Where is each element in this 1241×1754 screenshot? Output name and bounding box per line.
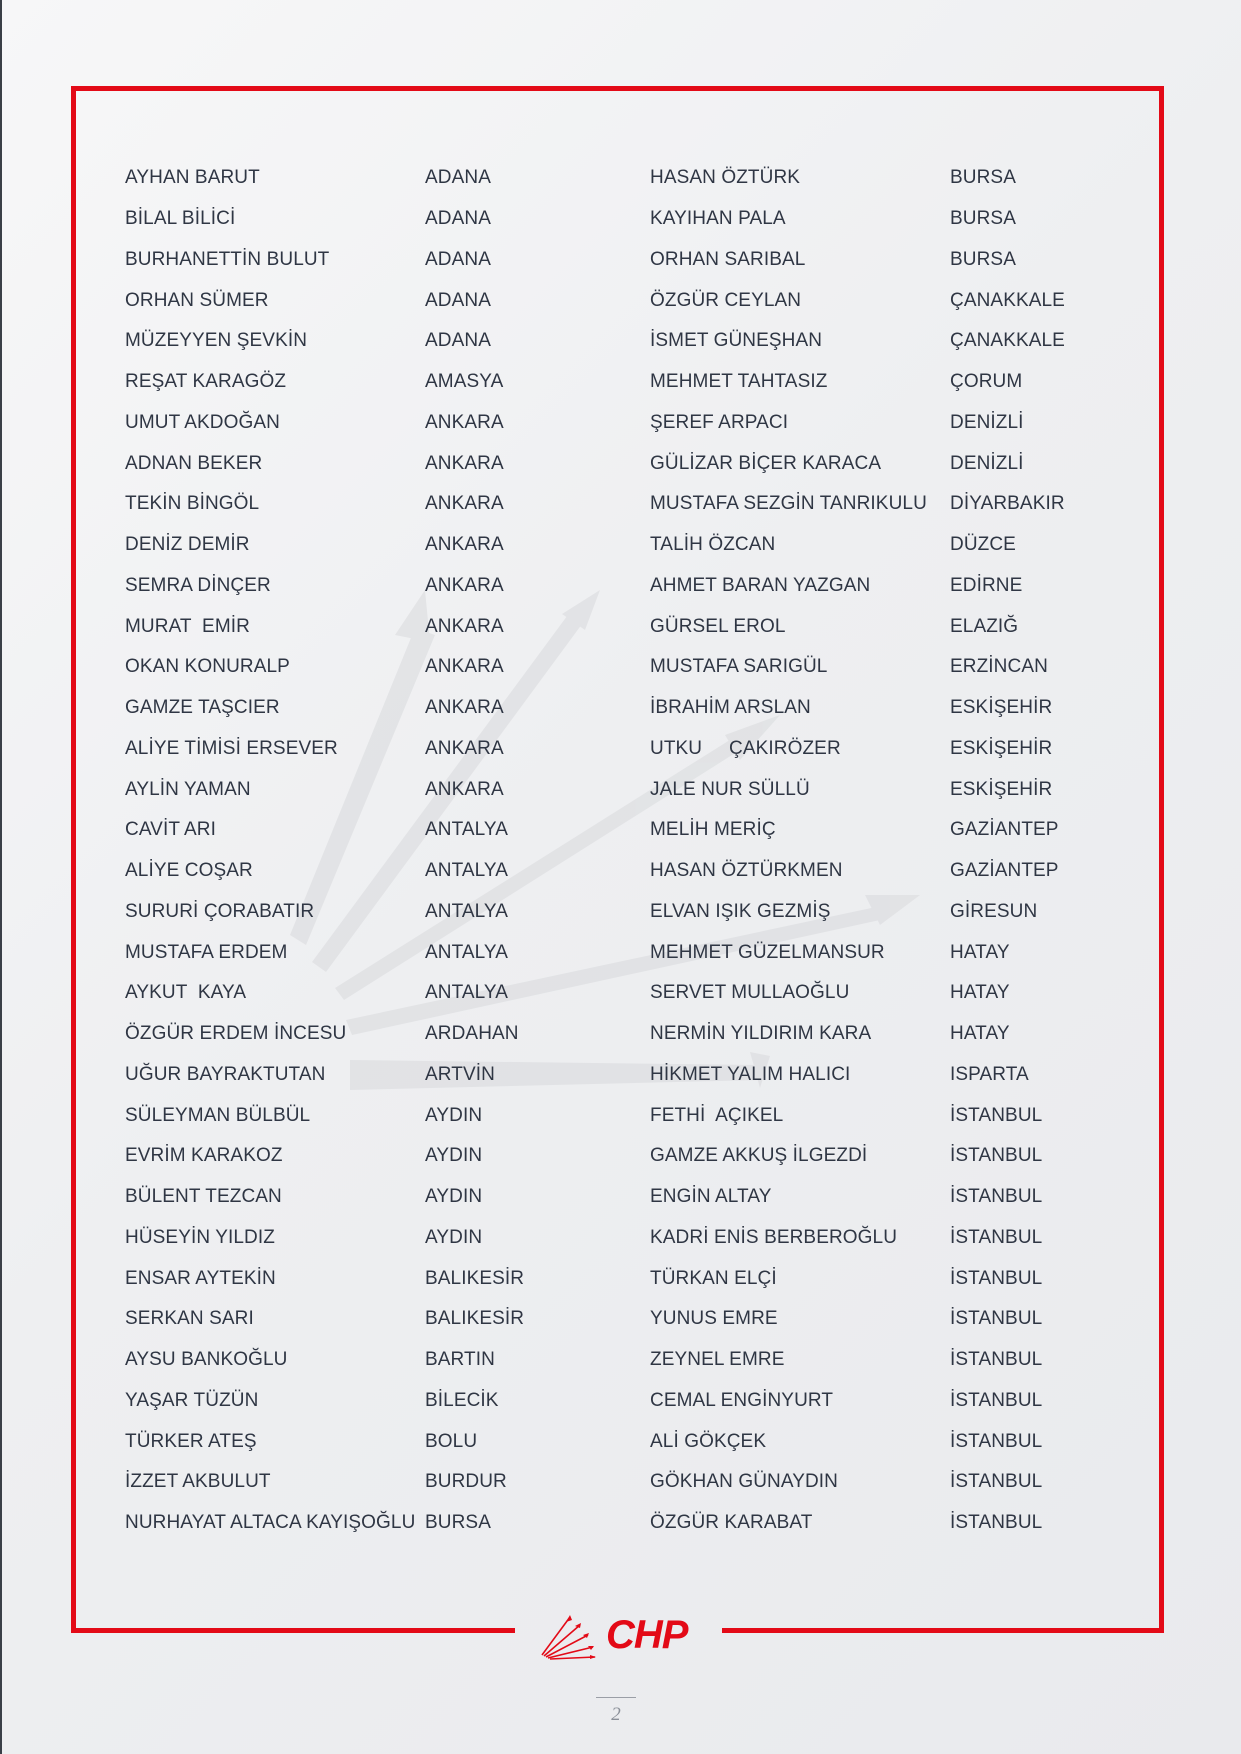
province-left: ADANA <box>425 248 491 270</box>
deputy-name-left: GAMZE TAŞCIER <box>125 697 280 719</box>
province-right: İSTANBUL <box>950 1186 1043 1208</box>
province-left: BALIKESİR <box>425 1308 525 1330</box>
province-right: ESKİŞEHİR <box>950 697 1053 719</box>
province-right: DENİZLİ <box>950 452 1024 474</box>
province-left: ANKARA <box>425 452 504 474</box>
deputy-name-right: MEHMET TAHTASIZ <box>650 371 828 393</box>
province-right: İSTANBUL <box>950 1308 1043 1330</box>
deputy-name-left: MURAT EMİR <box>125 615 250 637</box>
deputy-name-right: ÖZGÜR KARABAT <box>650 1512 813 1534</box>
province-left: ARDAHAN <box>425 1023 519 1045</box>
deputy-name-right: ELVAN IŞIK GEZMİŞ <box>650 900 831 922</box>
province-right: İSTANBUL <box>950 1389 1043 1411</box>
deputy-name-left: ADNAN BEKER <box>125 452 263 474</box>
deputy-name-right: MELİH MERİÇ <box>650 819 776 841</box>
deputy-name-right: HİKMET YALIM HALICI <box>650 1063 851 1085</box>
deputy-name-right: ORHAN SARIBAL <box>650 248 806 270</box>
deputy-name-left: AYHAN BARUT <box>125 167 260 189</box>
province-left: ADANA <box>425 289 491 311</box>
deputy-name-left: TEKİN BİNGÖL <box>125 493 260 515</box>
deputy-name-right: HASAN ÖZTÜRKMEN <box>650 860 843 882</box>
deputy-name-right: ALİ GÖKÇEK <box>650 1430 767 1452</box>
province-right: DÜZCE <box>950 534 1016 556</box>
deputy-name-left: CAVİT ARI <box>125 819 217 841</box>
deputy-name-left: EVRİM KARAKOZ <box>125 1145 283 1167</box>
deputy-name-right: FETHİ AÇIKEL <box>650 1104 784 1126</box>
province-right: HATAY <box>950 941 1010 963</box>
province-left: ANKARA <box>425 615 504 637</box>
province-right: İSTANBUL <box>950 1104 1043 1126</box>
deputy-name-right: MUSTAFA SARIGÜL <box>650 656 828 678</box>
deputy-name-left: SÜLEYMAN BÜLBÜL <box>125 1104 311 1126</box>
deputy-name-left: BÜLENT TEZCAN <box>125 1186 282 1208</box>
province-left: ANKARA <box>425 656 504 678</box>
province-right: DENİZLİ <box>950 411 1024 433</box>
province-left: BARTIN <box>425 1349 495 1371</box>
province-left: ANTALYA <box>425 982 509 1004</box>
deputy-name-left: ALİYE TİMİSİ ERSEVER <box>125 737 338 759</box>
page-number: 2 <box>611 1704 621 1725</box>
deputy-name-right: MEHMET GÜZELMANSUR <box>650 941 885 963</box>
province-right: GİRESUN <box>950 900 1038 922</box>
deputy-name-left: MUSTAFA ERDEM <box>125 941 288 963</box>
deputy-name-left: İZZET AKBULUT <box>125 1471 271 1493</box>
deputy-name-left: SERKAN SARI <box>125 1308 254 1330</box>
province-left: ANKARA <box>425 493 504 515</box>
province-left: ANKARA <box>425 574 504 596</box>
province-left: ADANA <box>425 330 491 352</box>
province-left: ANKARA <box>425 778 504 800</box>
page-number-rule <box>596 1697 636 1698</box>
deputy-name-right: TALİH ÖZCAN <box>650 534 776 556</box>
deputy-name-left: AYLİN YAMAN <box>125 778 251 800</box>
deputy-name-right: ENGİN ALTAY <box>650 1186 772 1208</box>
province-right: İSTANBUL <box>950 1267 1043 1289</box>
province-right: ESKİŞEHİR <box>950 778 1053 800</box>
deputy-name-left: NURHAYAT ALTACA KAYIŞOĞLU <box>125 1512 416 1534</box>
deputy-name-right: JALE NUR SÜLLÜ <box>650 778 810 800</box>
deputy-name-right: ÖZGÜR CEYLAN <box>650 289 802 311</box>
province-left: ANTALYA <box>425 941 509 963</box>
deputy-name-right: TÜRKAN ELÇİ <box>650 1267 777 1289</box>
deputy-name-right: SERVET MULLAOĞLU <box>650 982 850 1004</box>
province-left: ADANA <box>425 167 491 189</box>
province-left: BALIKESİR <box>425 1267 525 1289</box>
deputy-name-left: ÖZGÜR ERDEM İNCESU <box>125 1023 347 1045</box>
province-left: BİLECİK <box>425 1389 499 1411</box>
page-edge <box>0 0 2 1754</box>
deputy-name-right: NERMİN YILDIRIM KARA <box>650 1023 872 1045</box>
province-left: AYDIN <box>425 1186 483 1208</box>
deputy-name-right: AHMET BARAN YAZGAN <box>650 574 871 596</box>
deputy-name-right: ŞEREF ARPACI <box>650 411 789 433</box>
province-right: İSTANBUL <box>950 1512 1043 1534</box>
deputy-name-right: KAYIHAN PALA <box>650 208 786 230</box>
deputy-name-left: YAŞAR TÜZÜN <box>125 1389 259 1411</box>
deputy-name-right: GÜLİZAR BİÇER KARACA <box>650 452 882 474</box>
deputy-name-right: İSMET GÜNEŞHAN <box>650 330 823 352</box>
province-right: GAZİANTEP <box>950 819 1059 841</box>
province-right: DİYARBAKIR <box>950 493 1065 515</box>
deputy-name-left: DENİZ DEMİR <box>125 534 250 556</box>
province-left: AMASYA <box>425 371 504 393</box>
province-left: AYDIN <box>425 1226 483 1248</box>
deputy-name-left: MÜZEYYEN ŞEVKİN <box>125 330 308 352</box>
province-right: HATAY <box>950 982 1010 1004</box>
province-right: İSTANBUL <box>950 1349 1043 1371</box>
province-right: İSTANBUL <box>950 1226 1043 1248</box>
province-right: ELAZIĞ <box>950 615 1019 637</box>
deputy-name-right: GAMZE AKKUŞ İLGEZDİ <box>650 1145 868 1167</box>
province-left: ANTALYA <box>425 900 509 922</box>
province-right: ÇANAKKALE <box>950 330 1065 352</box>
deputy-name-right: İBRAHİM ARSLAN <box>650 697 811 719</box>
province-right: ERZİNCAN <box>950 656 1048 678</box>
deputy-name-left: ENSAR AYTEKİN <box>125 1267 276 1289</box>
province-left: ANKARA <box>425 697 504 719</box>
deputy-name-left: REŞAT KARAGÖZ <box>125 371 287 393</box>
frame-bottom-line-right <box>722 1628 1164 1633</box>
deputy-name-right: HASAN ÖZTÜRK <box>650 167 801 189</box>
deputy-name-left: OKAN KONURALP <box>125 656 290 678</box>
deputy-name-right: KADRİ ENİS BERBEROĞLU <box>650 1226 898 1248</box>
province-right: ÇORUM <box>950 371 1023 393</box>
province-left: ANKARA <box>425 534 504 556</box>
deputy-name-left: SEMRA DİNÇER <box>125 574 271 596</box>
deputy-name-left: BURHANETTİN BULUT <box>125 248 330 270</box>
province-left: ARTVİN <box>425 1063 495 1085</box>
deputy-name-left: UMUT AKDOĞAN <box>125 411 280 433</box>
province-left: ANKARA <box>425 411 504 433</box>
province-left: AYDIN <box>425 1145 483 1167</box>
deputy-name-left: ORHAN SÜMER <box>125 289 269 311</box>
deputy-name-left: AYKUT KAYA <box>125 982 247 1004</box>
province-left: ANTALYA <box>425 860 509 882</box>
province-right: GAZİANTEP <box>950 860 1059 882</box>
province-left: BURSA <box>425 1512 491 1534</box>
chp-logo-text: CHP <box>606 1613 688 1657</box>
province-right: BURSA <box>950 248 1016 270</box>
province-left: BURDUR <box>425 1471 507 1493</box>
province-left: BOLU <box>425 1430 478 1452</box>
deputy-name-left: SURURİ ÇORABATIR <box>125 900 315 922</box>
province-right: İSTANBUL <box>950 1471 1043 1493</box>
deputy-name-right: GÜRSEL EROL <box>650 615 786 637</box>
deputy-name-right: ZEYNEL EMRE <box>650 1349 785 1371</box>
province-left: ANKARA <box>425 737 504 759</box>
province-right: EDİRNE <box>950 574 1023 596</box>
deputy-name-left: UĞUR BAYRAKTUTAN <box>125 1063 326 1085</box>
province-right: BURSA <box>950 167 1016 189</box>
province-right: ISPARTA <box>950 1063 1029 1085</box>
deputy-name-left: TÜRKER ATEŞ <box>125 1430 257 1452</box>
province-right: HATAY <box>950 1023 1010 1045</box>
deputy-name-right: YUNUS EMRE <box>650 1308 778 1330</box>
deputy-name-left: AYSU BANKOĞLU <box>125 1349 288 1371</box>
deputy-name-right: GÖKHAN GÜNAYDIN <box>650 1471 839 1493</box>
deputy-name-right: UTKU ÇAKIRÖZER <box>650 737 841 759</box>
deputy-name-left: BİLAL BİLİCİ <box>125 208 236 230</box>
deputy-name-left: HÜSEYİN YILDIZ <box>125 1226 275 1248</box>
deputy-name-right: CEMAL ENGİNYURT <box>650 1389 834 1411</box>
province-left: ADANA <box>425 208 491 230</box>
deputies-list <box>125 158 1085 1544</box>
province-right: ESKİŞEHİR <box>950 737 1053 759</box>
province-right: ÇANAKKALE <box>950 289 1065 311</box>
frame-bottom-line-left <box>71 1628 515 1633</box>
province-left: ANTALYA <box>425 819 509 841</box>
deputy-name-right: MUSTAFA SEZGİN TANRIKULU <box>650 493 927 515</box>
province-left: AYDIN <box>425 1104 483 1126</box>
deputy-name-left: ALİYE COŞAR <box>125 860 253 882</box>
province-right: İSTANBUL <box>950 1145 1043 1167</box>
province-right: BURSA <box>950 208 1016 230</box>
province-right: İSTANBUL <box>950 1430 1043 1452</box>
